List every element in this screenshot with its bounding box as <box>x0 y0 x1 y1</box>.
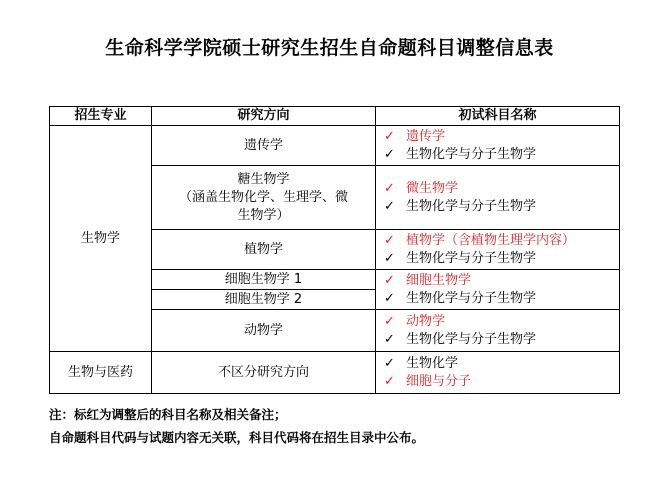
check-icon: ✓ <box>384 146 395 162</box>
direction-cell: 糖生物学 （涵盖生物化学、生理学、微 生物学） <box>152 166 376 230</box>
check-icon: ✓ <box>384 232 395 248</box>
subjects-cell <box>376 126 620 166</box>
check-icon: ✓ <box>384 373 395 389</box>
table-row <box>50 126 620 166</box>
subject-item: ✓ 动物学 <box>384 313 446 329</box>
check-icon: ✓ <box>384 355 395 371</box>
check-icon: ✓ <box>384 250 395 266</box>
subjects-cell <box>376 352 620 394</box>
note-line-1: 注：标红为调整后的科目名称及相关备注； <box>49 407 287 422</box>
subject-item: ✓ 生物化学与分子生物学 <box>384 331 537 347</box>
subject-item: ✓ 生物化学与分子生物学 <box>384 250 537 266</box>
table-row <box>50 352 620 394</box>
subject-item: ✓ 细胞与分子 <box>384 373 472 389</box>
major-cell-biology: 生物学 <box>50 126 152 352</box>
subject-item: ✓ 遗传学 <box>384 128 446 144</box>
table-header-row <box>50 107 620 126</box>
subjects-cell <box>376 166 620 230</box>
subject-item: ✓ 生物化学与分子生物学 <box>384 146 537 162</box>
subjects-cell <box>376 310 620 352</box>
check-icon: ✓ <box>384 128 395 144</box>
direction-cell: 细胞生物学 2 <box>152 290 376 310</box>
page-title: 生命科学学院硕士研究生招生自命题科目调整信息表 <box>105 37 554 59</box>
direction-cell: 动物学 <box>152 310 376 352</box>
header-exam-subjects: 初试科目名称 <box>376 107 620 126</box>
subject-adjustment-table <box>49 106 620 394</box>
check-icon: ✓ <box>384 290 395 306</box>
direction-cell: 植物学 <box>152 230 376 270</box>
header-major: 招生专业 <box>50 107 152 126</box>
subjects-cell <box>376 230 620 270</box>
check-icon: ✓ <box>384 272 395 288</box>
subject-item: ✓ 生物化学与分子生物学 <box>384 290 537 306</box>
header-direction: 研究方向 <box>152 107 376 126</box>
check-icon: ✓ <box>384 180 395 196</box>
direction-cell: 遗传学 <box>152 126 376 166</box>
subject-item: ✓ 生物化学 <box>384 355 459 371</box>
check-icon: ✓ <box>384 331 395 347</box>
subject-item: ✓ 细胞生物学 <box>384 272 472 288</box>
subject-item: ✓ 生物化学与分子生物学 <box>384 198 537 214</box>
subject-item: ✓ 植物学（含植物生理学内容） <box>384 232 576 248</box>
subject-item: ✓ 微生物学 <box>384 180 459 196</box>
direction-cell: 细胞生物学 1 <box>152 270 376 290</box>
direction-cell: 不区分研究方向 <box>152 352 376 394</box>
check-icon: ✓ <box>384 198 395 214</box>
note-line-2: 自命题科目代码与试题内容无关联，科目代码将在招生目录中公布。 <box>49 430 425 445</box>
subjects-cell <box>376 270 620 310</box>
check-icon: ✓ <box>384 313 395 329</box>
major-cell-bio-medicine: 生物与医药 <box>50 352 152 394</box>
